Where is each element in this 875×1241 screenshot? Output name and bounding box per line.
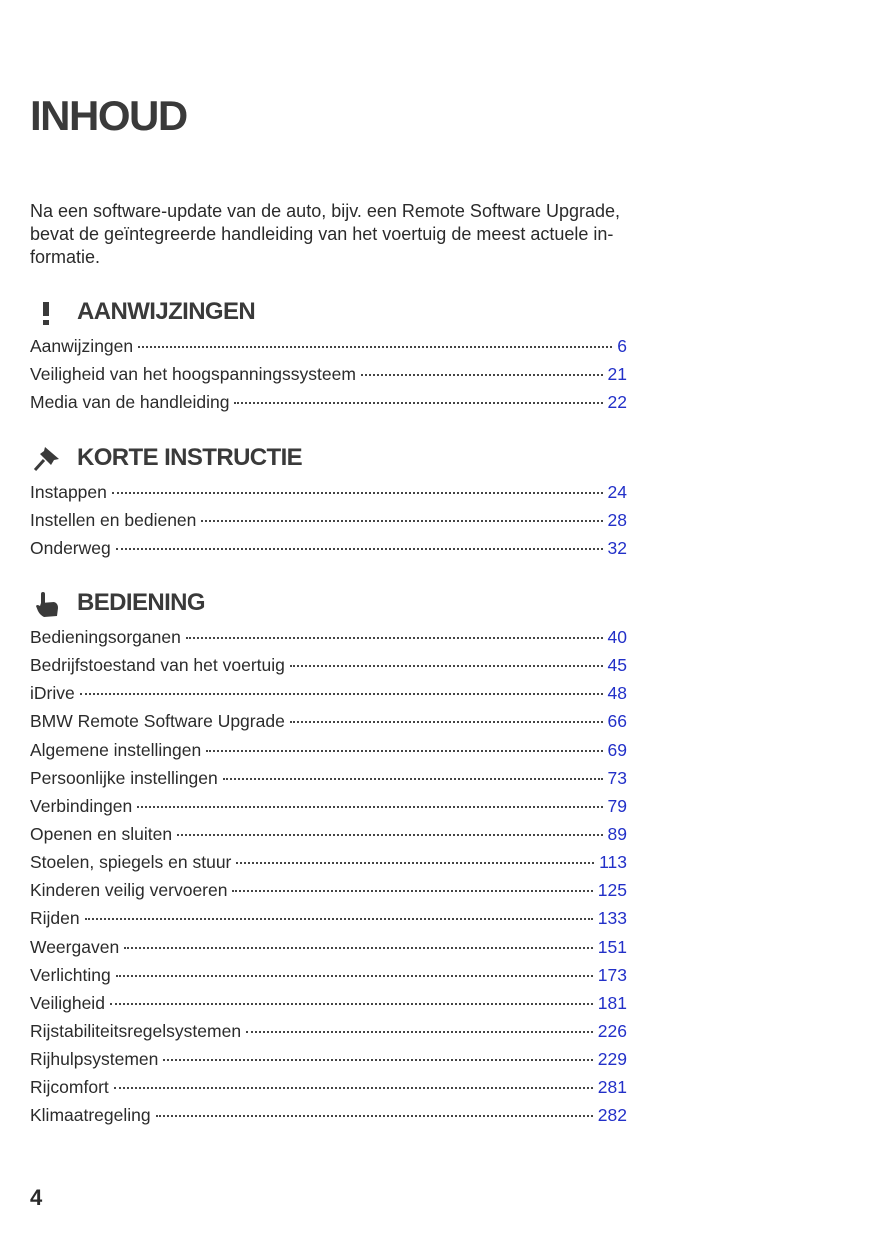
section-korte-instructie <box>30 442 627 566</box>
toc-entry[interactable] <box>30 711 627 739</box>
entry-title: Media van de handleiding <box>30 392 230 413</box>
dot-leader <box>124 947 593 949</box>
entry-page-link[interactable]: 113 <box>599 852 627 873</box>
dot-leader <box>186 637 603 639</box>
toc-entry[interactable] <box>30 937 627 965</box>
entry-page-link[interactable]: 32 <box>607 538 627 559</box>
entry-page-link[interactable]: 181 <box>597 992 627 1013</box>
toc-entry[interactable] <box>30 768 627 796</box>
exclamation-icon <box>32 298 62 328</box>
toc-entry[interactable] <box>30 392 627 420</box>
section-title: BEDIENING <box>77 589 205 616</box>
dot-leader <box>236 862 594 864</box>
toc-entry[interactable] <box>30 993 627 1021</box>
dot-leader <box>110 1003 593 1005</box>
entry-page-link[interactable]: 226 <box>597 1020 627 1041</box>
entry-page-link[interactable]: 48 <box>607 683 627 704</box>
section-header <box>30 442 627 476</box>
entry-page-link[interactable]: 21 <box>607 364 627 385</box>
toc-entry[interactable] <box>30 965 627 993</box>
dot-leader <box>290 721 603 723</box>
page-number: 4 <box>30 1185 43 1210</box>
entry-title: Stoelen, spiegels en stuur <box>30 852 232 873</box>
entry-page-link[interactable]: 229 <box>597 1049 627 1070</box>
dot-leader <box>137 806 602 808</box>
toc-entry[interactable] <box>30 852 627 880</box>
entry-page-link[interactable]: 125 <box>597 880 627 901</box>
section-title: KORTE INSTRUCTIE <box>77 444 303 471</box>
page-title: INHOUD <box>30 92 187 139</box>
entry-title: BMW Remote Software Upgrade <box>30 711 285 732</box>
entry-title: iDrive <box>30 683 75 704</box>
entry-page-link[interactable]: 66 <box>607 711 627 732</box>
entry-page-link[interactable]: 173 <box>597 964 627 985</box>
entry-page-link[interactable]: 282 <box>597 1105 627 1126</box>
dot-leader <box>206 750 602 752</box>
pin-icon <box>32 444 62 474</box>
entry-page-link[interactable]: 40 <box>607 627 627 647</box>
entry-title: Klimaatregeling <box>30 1105 151 1126</box>
toc-entry[interactable] <box>30 1021 627 1049</box>
entry-page-link[interactable]: 45 <box>607 655 627 676</box>
dot-leader <box>223 778 603 780</box>
entry-title: Veiligheid van het hoogspanningssysteem <box>30 364 356 385</box>
dot-leader <box>177 834 602 836</box>
intro-line: Na een software-update van de auto, bijv. een Remote Software Upgrade, <box>30 201 621 221</box>
toc-entry[interactable] <box>30 336 627 364</box>
toc-entry[interactable] <box>30 627 627 655</box>
entry-title: Weergaven <box>30 936 120 957</box>
entry-page-link[interactable]: 22 <box>607 392 627 413</box>
toc-entry[interactable] <box>30 880 627 908</box>
dot-leader <box>290 665 603 667</box>
entry-title: Openen en sluiten <box>30 823 173 844</box>
entry-title: Aanwijzingen <box>30 336 134 356</box>
section-header <box>30 296 627 330</box>
toc-entry[interactable] <box>30 1077 627 1105</box>
toc-entry[interactable] <box>30 1049 627 1077</box>
toc-entry[interactable] <box>30 796 627 824</box>
dot-leader <box>246 1031 593 1033</box>
dot-leader <box>156 1115 593 1117</box>
entry-page-link[interactable]: 24 <box>607 482 627 502</box>
dot-leader <box>234 402 602 404</box>
entry-title: Algemene instellingen <box>30 739 202 760</box>
section-header <box>30 587 627 621</box>
entry-page-link[interactable]: 6 <box>617 336 627 356</box>
dot-leader <box>163 1059 592 1061</box>
entry-page-link[interactable]: 281 <box>597 1077 627 1098</box>
entry-page-link[interactable]: 28 <box>607 510 627 531</box>
intro-text <box>30 200 630 269</box>
section-bediening <box>30 587 627 1134</box>
entry-page-link[interactable]: 89 <box>607 823 627 844</box>
toc-entry[interactable] <box>30 655 627 683</box>
entry-title: Veiligheid <box>30 992 105 1013</box>
entry-page-link[interactable]: 73 <box>607 767 627 788</box>
entry-page-link[interactable]: 151 <box>597 936 627 957</box>
dot-leader <box>80 693 603 695</box>
toc-entry[interactable] <box>30 1105 627 1133</box>
toc-entry[interactable] <box>30 908 627 936</box>
toc-entry[interactable] <box>30 683 627 711</box>
entry-title: Bedieningsorganen <box>30 627 181 647</box>
intro-line: formatie. <box>30 247 101 267</box>
toc-entry[interactable] <box>30 538 627 566</box>
entry-title: Rijstabiliteitsregelsystemen <box>30 1020 242 1041</box>
entry-title: Verbindingen <box>30 795 133 816</box>
entry-title: Instellen en bedienen <box>30 510 197 531</box>
entry-page-link[interactable]: 133 <box>597 908 627 929</box>
section-aanwijzingen <box>30 296 627 420</box>
dot-leader <box>85 918 593 920</box>
entry-title: Instappen <box>30 482 107 502</box>
section-title: AANWIJZINGEN <box>77 298 256 325</box>
dot-leader <box>201 520 602 522</box>
entry-title: Bedrijfstoestand van het voertuig <box>30 655 285 676</box>
dot-leader <box>232 890 592 892</box>
entry-page-link[interactable]: 69 <box>607 739 627 760</box>
entry-title: Onderweg <box>30 538 111 559</box>
entry-title: Verlichting <box>30 964 111 985</box>
toc-entry[interactable] <box>30 482 627 510</box>
dot-leader <box>112 492 603 494</box>
dot-leader <box>116 975 593 977</box>
entry-title: Kinderen veilig vervoeren <box>30 880 228 901</box>
toc-entry[interactable] <box>30 364 627 392</box>
intro-line: bevat de geïntegreerde handleiding van het voertuig de meest actuele in- <box>30 224 614 244</box>
hand-pointer-icon <box>32 589 62 619</box>
entry-title: Rijhulpsystemen <box>30 1049 159 1070</box>
toc-entry[interactable] <box>30 740 627 768</box>
dot-leader <box>361 374 603 376</box>
dot-leader <box>138 346 612 348</box>
entry-title: Rijden <box>30 908 80 929</box>
entry-title: Rijcomfort <box>30 1077 109 1098</box>
dot-leader <box>116 548 603 550</box>
dot-leader <box>114 1087 593 1089</box>
entry-page-link[interactable]: 79 <box>607 795 627 816</box>
entry-title: Persoonlijke instellingen <box>30 767 218 788</box>
toc-entry[interactable] <box>30 510 627 538</box>
toc-entry[interactable] <box>30 824 627 852</box>
